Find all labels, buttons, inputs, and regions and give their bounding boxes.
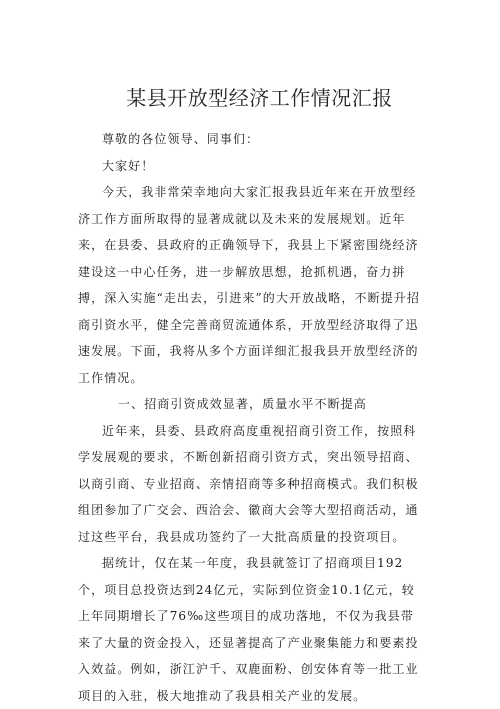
salutation: 尊敬的各位领导、同事们： xyxy=(102,132,260,146)
document-title: 某县开放型经济工作情况汇报 xyxy=(126,86,393,110)
section-heading-1: 一、招商引资成效显著，质量水平不断提高 xyxy=(118,397,367,411)
greeting: 大家好！ xyxy=(102,158,155,173)
document-body xyxy=(78,126,420,709)
section-1-paragraph-2: 据统计，仅在某一年度，我县就签订了招商项目192个，项目总投资达到24亿元，实际到位资金10.1亿元，较上年同期增长了76‰这些项目的成功落地，不仅为我县带来了大量的资金投入，还显著提高了产业聚集能力和要素投入效益。例如，浙江沪千、双鹿面粉、创安体育等一批工业项目的入驻，极大地推动了我县相关产业的发展。 xyxy=(78,556,419,703)
section-1-paragraph-1: 近年来，县委、县政府高度重视招商引资工作，按照科学发展观的要求，不断创新招商引资方式，突出领导招商、以商引商、专业招商、亲情招商等多种招商模式。我们积极组团参加了广交会、西洽会、徽商大会等大型招商活动，通过这些平台，我县成功签约了一大批高质量的投资项目。 xyxy=(78,423,419,544)
intro-paragraph: 今天，我非常荣幸地向大家汇报我县近年来在开放型经济工作方面所取得的显著成就以及未来的发展规划。近年来，在县委、县政府的正确领导下，我县上下紧密围绕经济建设这一中心任务，进一步解放思想，抢抓机遇，奋力拼搏，深入实施“走出去，引进来”的大开放战略，不断提升招商引资水平，健全完善商贸流通体系，开放型经济取得了迅速发展。下面，我将从多个方面详细汇报我县开放型经济的工作情况。 xyxy=(78,185,420,385)
